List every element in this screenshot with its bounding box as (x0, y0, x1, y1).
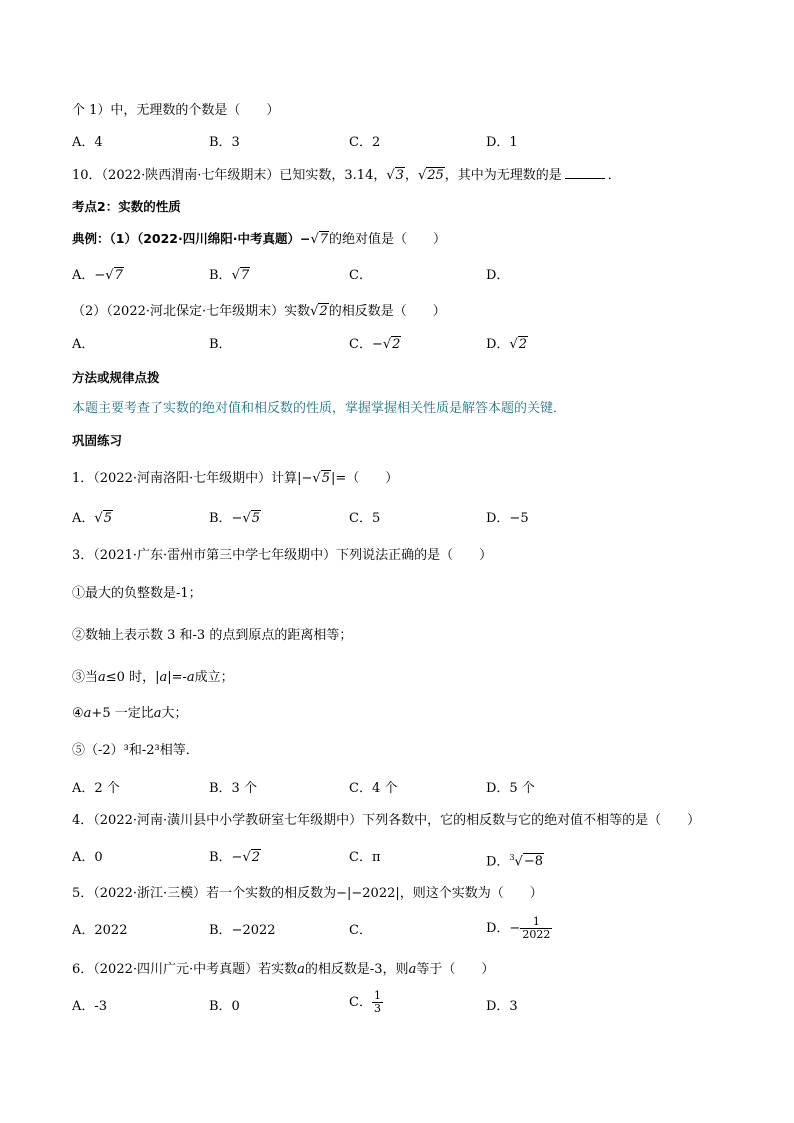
example2-option-b: B． (209, 337, 232, 352)
example1-options (72, 267, 772, 289)
p1-option-b: B．−√5 (209, 511, 261, 526)
p3-option-d: D．5 个 (486, 781, 535, 796)
practice-heading: 巩固练习 (72, 433, 123, 448)
p1-stem: 1．（2022·河南洛阳·七年级期中）计算|−√5|=（ ） (72, 471, 399, 486)
fraction: $\frac{1}{3}$ (373, 989, 381, 1015)
sqrt-2: √2 (310, 304, 328, 319)
p3-stem: 3．（2021·广东·雷州市第三中学七年级期中）下列说法正确的是（ ） (72, 548, 493, 563)
p1-option-d: D．−5 (486, 511, 529, 526)
answer-blank (565, 166, 605, 179)
p1-options (72, 510, 772, 532)
p3-option-b: B．3 个 (209, 781, 257, 796)
fraction: $\frac{1}{2022}$ (522, 915, 551, 941)
sqrt-5: √5 (312, 471, 330, 486)
sqrt-7: √7 (310, 232, 329, 247)
p3-statement-3: ③当a≤0 时，|a|=-a成立； (72, 670, 234, 685)
example2-options (72, 336, 772, 358)
method-heading: 方法或规律点拨 (72, 370, 160, 385)
example1-option-a: A．−√7 (72, 268, 123, 283)
p4-options (72, 849, 772, 871)
example2-stem: （2）（2022·河北保定·七年级期末）实数√2的相反数是（ ） (72, 304, 446, 319)
q9-stem: 个 1）中，无理数的个数是（ ） (72, 103, 280, 118)
cube-root: $^3$√−8 (509, 853, 543, 870)
p6-option-a: A．-3 (72, 999, 108, 1014)
q9-option-d: D．1 (486, 135, 518, 150)
p3-statement-4: ④a+5 一定比a大； (72, 706, 188, 721)
example2-option-c: C．−√2 (349, 337, 401, 352)
p3-options (72, 780, 772, 802)
p3-option-a: A．2 个 (72, 781, 120, 796)
p4-option-b: B．−√2 (209, 850, 261, 865)
example1-option-d: D． (486, 268, 510, 283)
example2-option-d: D．√2 (486, 337, 528, 352)
p5-option-a: A．2022 (72, 923, 128, 938)
p4-option-c: C．π (349, 850, 381, 865)
p1-option-a: A．√5 (72, 511, 112, 526)
p5-option-c: C． (349, 923, 372, 938)
p3-statement-1: ①最大的负整数是-1； (72, 586, 202, 601)
q10-stem: 10．（2022·陕西渭南·七年级期末）已知实数，3.14，√3，√25，其中为无理数的是 ． (72, 168, 621, 183)
section-heading-kaodian2: 考点2：实数的性质 (72, 199, 181, 214)
example1-stem: 典例：（1）（2022·四川绵阳·中考真题）−√7的绝对值是（ ） (72, 231, 447, 247)
sqrt-3: √3 (386, 168, 404, 183)
p5-stem: 5．（2022·浙江·三模）若一个实数的相反数为−|−2022|，则这个实数为（ ） (72, 886, 543, 901)
p5-options (72, 915, 772, 952)
example1-option-c: C． (349, 268, 372, 283)
sqrt-25: √25 (417, 168, 444, 183)
q9-option-c: C．2 (349, 135, 381, 150)
method-text: 本题主要考查了实数的绝对值和相反数的性质，掌握掌握相关性质是解答本题的关键． (72, 401, 567, 416)
q9-options (72, 134, 772, 156)
p6-option-d: D．3 (486, 999, 518, 1014)
p4-option-d: D．$^3$√−8 (486, 849, 544, 871)
p4-stem: 4．（2022·河南·潢川县中小学教研室七年级期中）下列各数中，它的相反数与它的绝对值不相等的是（ ） (72, 813, 701, 828)
example1-option-b: B．√7 (209, 268, 250, 283)
p1-option-c: C．5 (349, 511, 381, 526)
q9-option-b: B．3 (209, 135, 240, 150)
p3-statement-5: ⑤（-2）³和-2³相等． (72, 743, 199, 758)
p6-options (72, 989, 772, 1028)
example2-option-a: A． (72, 337, 95, 352)
p3-statement-2: ②数轴上表示数 3 和-3 的点到原点的距离相等； (72, 628, 353, 643)
p6-stem: 6．（2022·四川广元·中考真题）若实数a的相反数是-3，则a等于（ ） (72, 962, 495, 977)
p6-option-c: C． $\frac{1}{3}$ (349, 989, 381, 1015)
p5-option-d: D．− $\frac{1}{2022}$ (486, 915, 551, 941)
p6-option-b: B．0 (209, 999, 240, 1014)
p5-option-b: B．−2022 (209, 923, 276, 938)
p3-option-c: C．4 个 (349, 781, 398, 796)
p4-option-a: A．0 (72, 850, 103, 865)
q9-option-a: A．4 (72, 135, 103, 150)
